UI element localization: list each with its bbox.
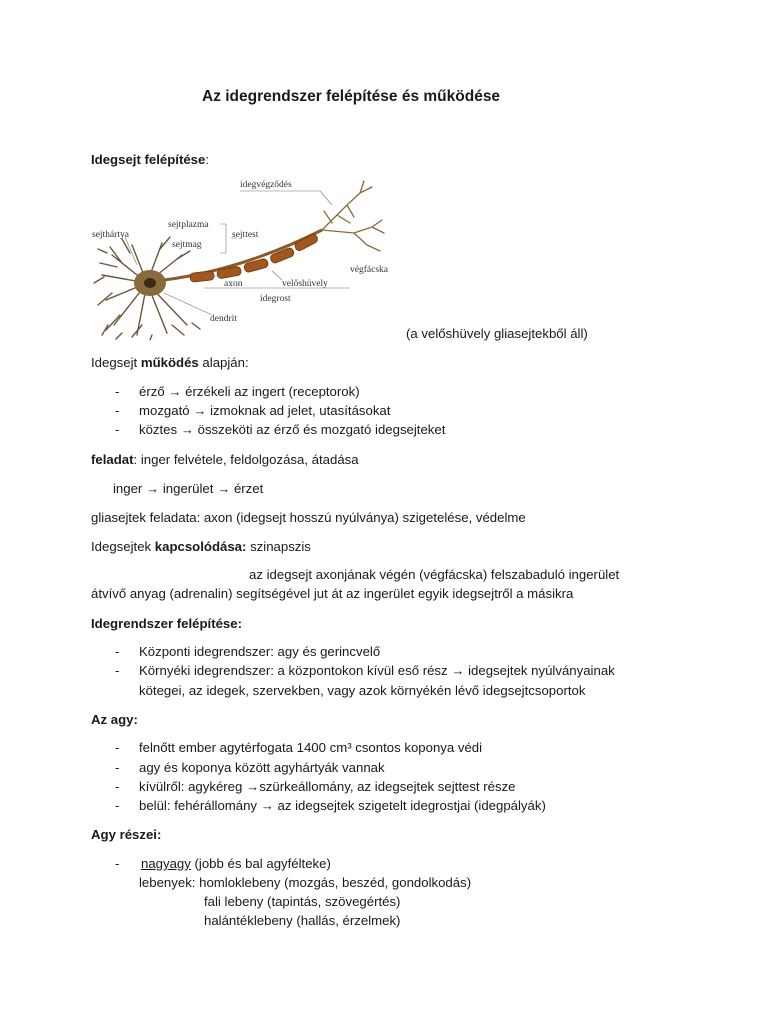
label-sejthartya: sejthártya (92, 230, 129, 240)
list-dash: - (115, 644, 120, 659)
synapse-text-line2: átvívő anyag (adrenalin) segítségével jut át az ingerület egyik idegsejtről a másikra (91, 586, 574, 601)
glia-line: gliasejtek feladata: axon (idegsejt hosszú nyúlványa) szigetelése, védelme (91, 510, 526, 525)
label-vegfacska: végfácska (350, 265, 388, 275)
list-dash: - (115, 856, 120, 871)
task-line: feladat: inger felvétele, feldolgozása, átadása (91, 452, 359, 467)
label-axon: axon (224, 279, 243, 289)
label-idegrost: idegrost (260, 294, 291, 304)
label-idegvegzodes: idegvégződés (240, 180, 292, 190)
list-item: belül: fehérállomány → az idegsejtek szigetelt idegrostjai (idegpályák) (139, 798, 546, 813)
nagyagy-term: nagyagy (141, 856, 191, 871)
list-dash: - (115, 740, 120, 755)
list-item: mozgató → izmoknak ad jelet, utasításokat (139, 403, 391, 418)
myelin-note: (a velőshüvely gliasejtekből áll) (406, 326, 588, 341)
list-item: felnőtt ember agytérfogata 1400 cm³ csontos koponya védi (139, 740, 483, 755)
list-dash: - (115, 403, 120, 418)
label-dendrit: dendrit (210, 314, 237, 324)
list-dash: - (115, 422, 120, 437)
list-dash: - (115, 779, 120, 794)
stimulus-chain: inger → ingerület → érzet (113, 481, 264, 496)
lobes-line: lebenyek: homloklebeny (mozgás, beszéd, gondolkodás) (139, 875, 472, 890)
label-sejtplazma: sejtplazma (168, 220, 209, 230)
list-item: köztes → összeköti az érző és mozgató idegsejteket (139, 422, 446, 437)
list-dash: - (115, 384, 120, 399)
list-item: érző → érzékeli az ingert (receptorok) (139, 384, 360, 399)
neuron-heading: Idegsejt felépítése: (91, 152, 210, 167)
neuron-diagram (92, 175, 404, 340)
list-dash: - (115, 663, 120, 678)
nucleus (144, 278, 156, 288)
list-item-continuation: kötegei, az idegek, szervekben, vagy azok környékén lévő idegsejtcsoportok (139, 683, 586, 698)
list-item: Központi idegrendszer: agy és gerincvelő (139, 644, 381, 659)
connection-heading: Idegsejtek kapcsolódása: szinapszis (91, 539, 311, 554)
list-dash: - (115, 760, 120, 775)
list-item: Környéki idegrendszer: a központokon kívül eső rész → idegsejtek nyúlványainak (139, 663, 615, 678)
label-veloshuvely: velőshüvely (282, 279, 328, 289)
terminal-branches (322, 181, 384, 251)
brain-heading: Az agy: (91, 712, 138, 727)
list-item: agy és koponya között agyhártyák vannak (139, 760, 385, 775)
system-heading: Idegrendszer felépítése: (91, 616, 242, 631)
label-sejttest: sejttest (232, 230, 259, 240)
synapse-text-line1: az idegsejt axonjának végén (végfácska) felszabaduló ingerület (249, 567, 620, 582)
function-heading: Idegsejt működés alapján: (91, 355, 249, 370)
list-dash: - (115, 798, 120, 813)
page-title: Az idegrendszer felépítése és működése (202, 88, 501, 105)
list-item: nagyagy (jobb és bal agyfélteke) (141, 856, 331, 871)
list-item: kívülről: agykéreg →szürkeállomány, az idegsejtek sejttest része (139, 779, 516, 794)
label-sejtmag: sejtmag (172, 240, 202, 250)
lobes-line: halántéklebeny (hallás, érzelmek) (204, 913, 401, 928)
lobes-line: fali lebeny (tapintás, szövegértés) (204, 894, 401, 909)
parts-heading: Agy részei: (91, 827, 162, 842)
